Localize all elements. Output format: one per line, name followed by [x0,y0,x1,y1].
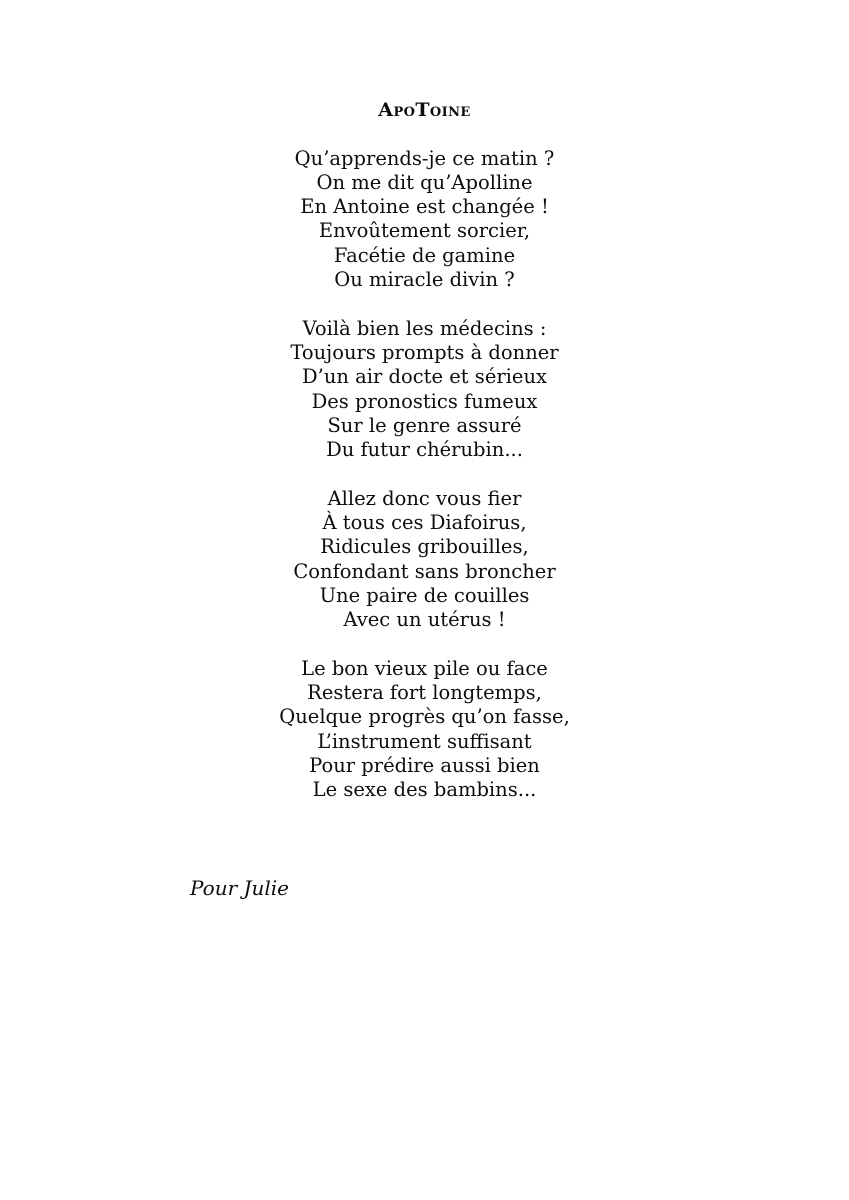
poem-line: L’instrument suffisant [317,729,532,753]
poem-line: Voilà bien les médecins : [302,316,547,340]
poem-line: Avec un utérus ! [343,608,506,632]
poem-line: Ou miracle divin ? [334,268,515,292]
dedication: Pour Julie [190,875,290,900]
poem-stanza-3 [0,487,849,633]
poem-line: Du futur chérubin... [326,438,523,462]
poem-line: Restera fort longtemps, [307,681,542,705]
poem-line: Quelque progrès qu’on fasse, [279,705,570,729]
poem-line: Des pronostics fumeux [311,389,538,413]
poem-stanza-1 [0,147,849,293]
poem-line: Ridicules gribouilles, [320,535,529,559]
poem-line: En Antoine est changée ! [300,195,549,219]
poem-line: Pour prédire aussi bien [309,754,540,778]
poem-line: Confondant sans broncher [293,559,556,583]
poem-line: Qu’apprends-je ce matin ? [294,146,555,170]
poem-line: Toujours prompts à donner [290,340,559,364]
poem-line: Facétie de gamine [333,243,516,267]
poem-line: Envoûtement sorcier, [318,219,531,243]
poem-line: À tous ces Diafoirus, [322,511,527,535]
poem-line: Le bon vieux pile ou face [301,656,548,680]
poem-line: D’un air docte et sérieux [301,365,548,389]
poem-line: Le sexe des bambins... [312,778,537,802]
poem-line: Sur le genre assuré [327,413,522,437]
poem-title: ApoToine [378,99,471,121]
poem-stanza-4 [0,657,849,803]
poem-line: Allez donc vous fier [327,486,522,510]
poem-stanza-2 [0,317,849,463]
poem-line: On me dit qu’Apolline [316,170,533,194]
poem-line: Une paire de couilles [319,583,530,607]
